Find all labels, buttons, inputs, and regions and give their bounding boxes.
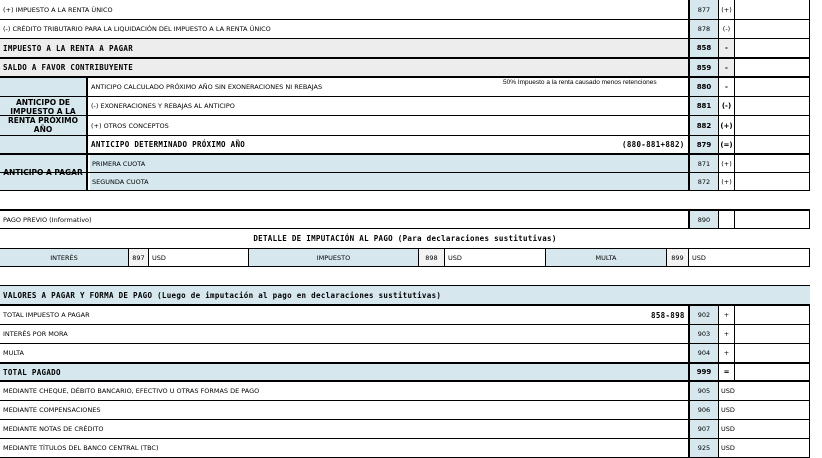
value-field-879[interactable]	[734, 136, 810, 153]
row-890	[0, 210, 810, 229]
value-field-880[interactable]	[734, 78, 810, 96]
row-902	[0, 306, 810, 325]
field-code: 897	[128, 249, 148, 266]
field-code: 880	[688, 78, 718, 96]
field-code: 999	[688, 364, 718, 380]
sign: (-)	[718, 20, 734, 38]
sign: (+)	[718, 155, 734, 172]
row-label: (+) OTROS CONCEPTOS	[91, 121, 169, 130]
field-code: 877	[688, 0, 718, 19]
field-code: 881	[688, 97, 718, 115]
value-field-882[interactable]	[734, 116, 810, 135]
row-label: TOTAL PAGADO	[3, 367, 61, 377]
row-label: TOTAL IMPUESTO A PAGAR	[3, 311, 90, 319]
row-871	[0, 155, 810, 173]
row-label: PRIMERA CUOTA	[90, 155, 688, 172]
sign	[718, 211, 734, 228]
row-907	[0, 420, 810, 439]
valores-title: VALORES A PAGAR Y FORMA DE PAGO (Luego de imputación al pago en declaraciones sustitutivas)	[3, 290, 442, 300]
imputacion-label: MULTA	[545, 249, 666, 266]
row-label: MEDIANTE COMPENSACIONES	[3, 406, 101, 414]
row-label: IMPUESTO A LA RENTA A PAGAR	[3, 43, 134, 53]
value-field-904[interactable]	[734, 344, 810, 362]
value-field-877[interactable]	[734, 0, 810, 19]
row-906	[0, 401, 810, 420]
formula: (880-881+882)	[622, 140, 685, 149]
value-field-859[interactable]	[734, 59, 810, 76]
anticipo-pagar-title: ANTICIPO A PAGAR	[0, 155, 88, 191]
row-label: MEDIANTE TÍTULOS DEL BANCO CENTRAL (TBC)	[3, 444, 159, 452]
field-code: 882	[688, 116, 718, 135]
row-label: ANTICIPO CALCULADO PRÓXIMO AÑO SIN EXONERACIONES NI REBAJAS	[91, 83, 323, 91]
field-code: 907	[688, 420, 718, 438]
sign: (+)	[718, 0, 734, 19]
unit[interactable]: USD	[718, 420, 810, 438]
row-label: MULTA	[3, 349, 25, 357]
value-field-871[interactable]	[734, 155, 810, 172]
imputacion-row	[0, 248, 810, 267]
sign: (+)	[718, 173, 734, 190]
unit[interactable]: USD	[148, 249, 248, 266]
spacer	[0, 267, 810, 286]
formula: 858-898	[651, 310, 685, 320]
value-field-902[interactable]	[734, 306, 810, 324]
sign: +	[718, 344, 734, 362]
row-label: MEDIANTE CHEQUE, DÉBITO BANCARIO, EFECTIVO U OTRAS FORMAS DE PAGO	[3, 387, 260, 395]
row-877	[0, 0, 810, 20]
imputacion-title-row	[0, 229, 810, 248]
value-field-890[interactable]	[734, 211, 810, 228]
row-904	[0, 344, 810, 363]
field-code: 859	[688, 59, 718, 76]
row-859	[0, 59, 810, 78]
row-903	[0, 325, 810, 344]
field-code: 903	[688, 325, 718, 343]
spacer	[0, 191, 810, 210]
unit[interactable]: USD	[718, 439, 810, 457]
field-code: 872	[688, 173, 718, 190]
sign: =	[718, 364, 734, 380]
unit[interactable]: USD	[688, 249, 810, 266]
row-858	[0, 39, 810, 59]
field-code: 871	[688, 155, 718, 172]
field-code: 906	[688, 401, 718, 419]
row-label: SALDO A FAVOR CONTRIBUYENTE	[3, 63, 134, 72]
field-code: 858	[688, 39, 718, 57]
imputacion-label: INTERÉS	[0, 249, 128, 266]
valores-title-row	[0, 286, 810, 306]
unit[interactable]: USD	[718, 401, 810, 419]
row-879	[0, 136, 810, 155]
field-code: 878	[688, 20, 718, 38]
row-878	[0, 20, 810, 39]
field-code: 904	[688, 344, 718, 362]
field-code: 898	[418, 249, 444, 266]
row-872	[0, 173, 810, 191]
row-881	[0, 97, 810, 116]
field-code: 905	[688, 382, 718, 400]
row-label: PAGO PREVIO (Informativo)	[3, 215, 92, 224]
row-label: (-) EXONERACIONES Y REBAJAS AL ANTICIPO	[91, 102, 235, 110]
note: 50% Impuesto a la renta causado menos retenciones	[503, 79, 657, 86]
field-code: 879	[688, 136, 718, 153]
row-905	[0, 382, 810, 401]
row-label: (-) CRÉDITO TRIBUTARIO PARA LA LIQUIDACIÓN DEL IMPUESTO A LA RENTA ÚNICO	[3, 25, 271, 33]
sign: -	[718, 59, 734, 76]
sign: -	[718, 78, 734, 96]
imputacion-label: IMPUESTO	[248, 249, 418, 266]
value-field-858[interactable]	[734, 39, 810, 57]
sign: +	[718, 325, 734, 343]
field-code: 925	[688, 439, 718, 457]
value-field-881[interactable]	[734, 97, 810, 115]
anticipo-proximo-title: ANTICIPO DE IMPUESTO A LA RENTA PRÓXIMO AÑO	[0, 78, 88, 155]
sign: -	[718, 39, 734, 57]
value-field-999[interactable]	[734, 364, 810, 380]
field-code: 902	[688, 306, 718, 324]
sign: (+)	[718, 116, 734, 135]
row-label: ANTICIPO DETERMINADO PRÓXIMO AÑO	[91, 140, 246, 149]
sign: (=)	[718, 136, 734, 153]
row-label: INTERÉS POR MORA	[3, 330, 68, 338]
sign: (-)	[718, 97, 734, 115]
sign: +	[718, 306, 734, 324]
value-field-903[interactable]	[734, 325, 810, 343]
row-925	[0, 439, 810, 458]
row-882	[0, 116, 810, 136]
value-field-872[interactable]	[734, 173, 810, 190]
row-880	[0, 78, 810, 97]
field-code: 899	[666, 249, 688, 266]
row-999	[0, 363, 810, 382]
unit[interactable]: USD	[718, 382, 810, 400]
value-field-878[interactable]	[734, 20, 810, 38]
unit[interactable]: USD	[444, 249, 545, 266]
row-label: MEDIANTE NOTAS DE CRÉDITO	[3, 425, 104, 433]
imputacion-title: DETALLE DE IMPUTACIÓN AL PAGO (Para declaraciones sustitutivas)	[253, 234, 557, 243]
field-code: 890	[688, 211, 718, 228]
row-label: (+) IMPUESTO A LA RENTA ÚNICO	[3, 5, 113, 14]
row-label: SEGUNDA CUOTA	[90, 173, 688, 190]
